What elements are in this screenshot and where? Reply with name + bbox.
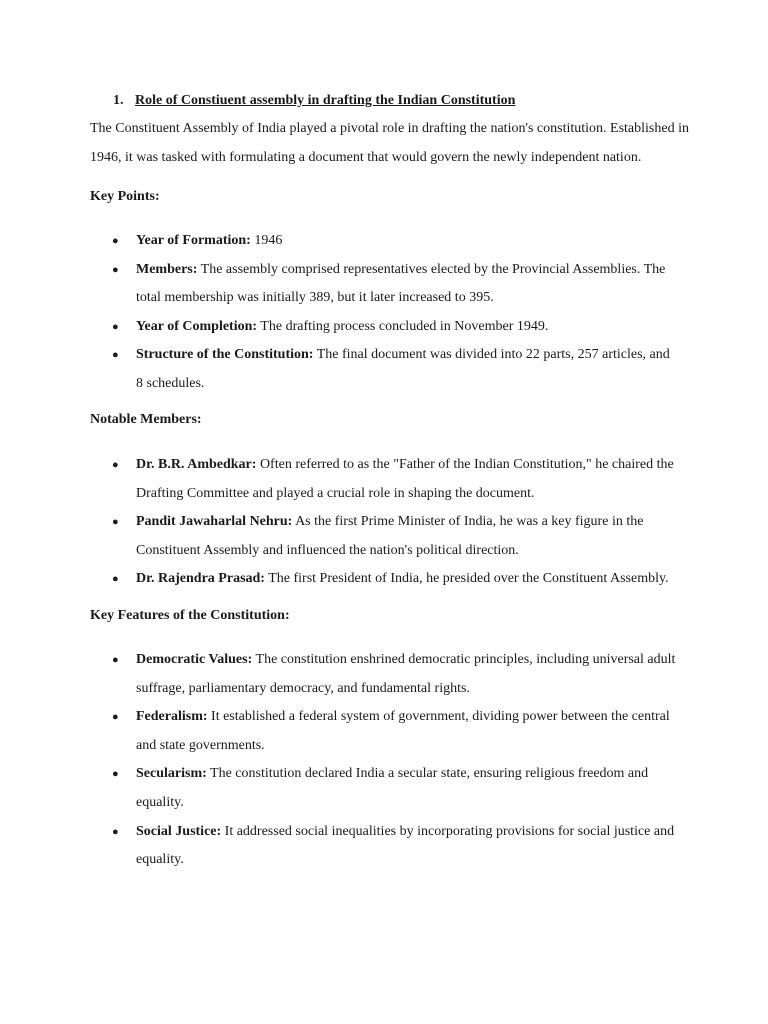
- key-features-title: Key Features of the Constitution:: [90, 608, 290, 623]
- list-item: [0, 341, 768, 398]
- list-item: [0, 256, 768, 313]
- item-text: The final document was divided into 22 parts, 257 articles, and 8 schedules.: [136, 347, 670, 391]
- list-item: [0, 760, 768, 817]
- list-item: [0, 313, 768, 342]
- item-label: Dr. Rajendra Prasad:: [136, 571, 265, 587]
- item-label: Federalism:: [136, 709, 208, 725]
- notable-members-title: Notable Members:: [90, 412, 202, 427]
- item-text: The assembly comprised representatives elected by the Provincial Assemblies. The total membership was initially 389, but it later increased to 395.: [136, 261, 666, 306]
- bullet-icon: ●: [112, 459, 119, 471]
- bullet-icon: ●: [112, 573, 119, 586]
- item-label: Social Justice:: [136, 823, 222, 839]
- item-label: Year of Formation:: [136, 233, 251, 248]
- list-item: [0, 646, 768, 703]
- item-label: Dr. B.R. Ambedkar:: [136, 457, 257, 472]
- notable-members-list: [0, 451, 768, 594]
- key-points-title: Key Points:: [90, 189, 160, 204]
- item-label: Year of Completion:: [136, 318, 258, 334]
- heading-number: 1.: [113, 93, 124, 108]
- list-item: [0, 451, 768, 508]
- item-text: 1946: [250, 233, 283, 248]
- list-item: [0, 818, 768, 875]
- key-features-list: [0, 646, 768, 875]
- bullet-icon: ●: [112, 349, 119, 362]
- bullet-icon: ●: [112, 768, 119, 781]
- item-text: As the first Prime Minister of India, he was a key figure in the Constituent Assembly and influenced the nation's political direction.: [136, 514, 644, 558]
- item-text: The constitution enshrined democratic principles, including universal adult suffrage, parliamentary democracy, and fundamental rights.: [136, 652, 676, 696]
- bullet-icon: ●: [112, 235, 119, 247]
- item-text: The first President of India, he presided over the Constituent Assembly.: [264, 571, 669, 587]
- item-text: It addressed social inequalities by incorporating provisions for social justice and equality.: [136, 823, 675, 868]
- item-text: The drafting process concluded in November 1949.: [257, 318, 549, 334]
- intro-paragraph: The Constituent Assembly of India played a pivotal role in drafting the nation's constitution. Established in 1946, it was tasked with formulating a document that would govern the newly independent nation.: [90, 121, 689, 165]
- bullet-icon: ●: [112, 263, 119, 276]
- list-item: [0, 565, 768, 594]
- item-label: Secularism:: [136, 766, 207, 782]
- item-label: Pandit Jawaharlal Nehru:: [136, 514, 293, 530]
- item-label: Members:: [136, 261, 198, 277]
- item-text: Often referred to as the "Father of the Indian Constitution," he chaired the Drafting Committee and played a crucial role in shaping the document.: [136, 457, 674, 501]
- section-heading: [113, 92, 515, 110]
- bullet-icon: ●: [112, 825, 119, 838]
- list-item: [0, 508, 768, 565]
- key-points-list: [0, 227, 768, 399]
- bullet-icon: ●: [112, 654, 119, 666]
- item-text: It established a federal system of government, dividing power between the central and state governments.: [136, 709, 670, 753]
- item-text: The constitution declared India a secular state, ensuring religious freedom and equality.: [136, 766, 649, 810]
- item-label: Democratic Values:: [136, 652, 253, 667]
- bullet-icon: ●: [112, 516, 119, 529]
- bullet-icon: ●: [112, 711, 119, 724]
- list-item: [0, 227, 768, 256]
- list-item: [0, 703, 768, 760]
- bullet-icon: ●: [112, 320, 119, 333]
- heading-title: Role of Constiuent assembly in drafting the Indian Constitution: [135, 93, 516, 108]
- item-label: Structure of the Constitution:: [136, 347, 314, 363]
